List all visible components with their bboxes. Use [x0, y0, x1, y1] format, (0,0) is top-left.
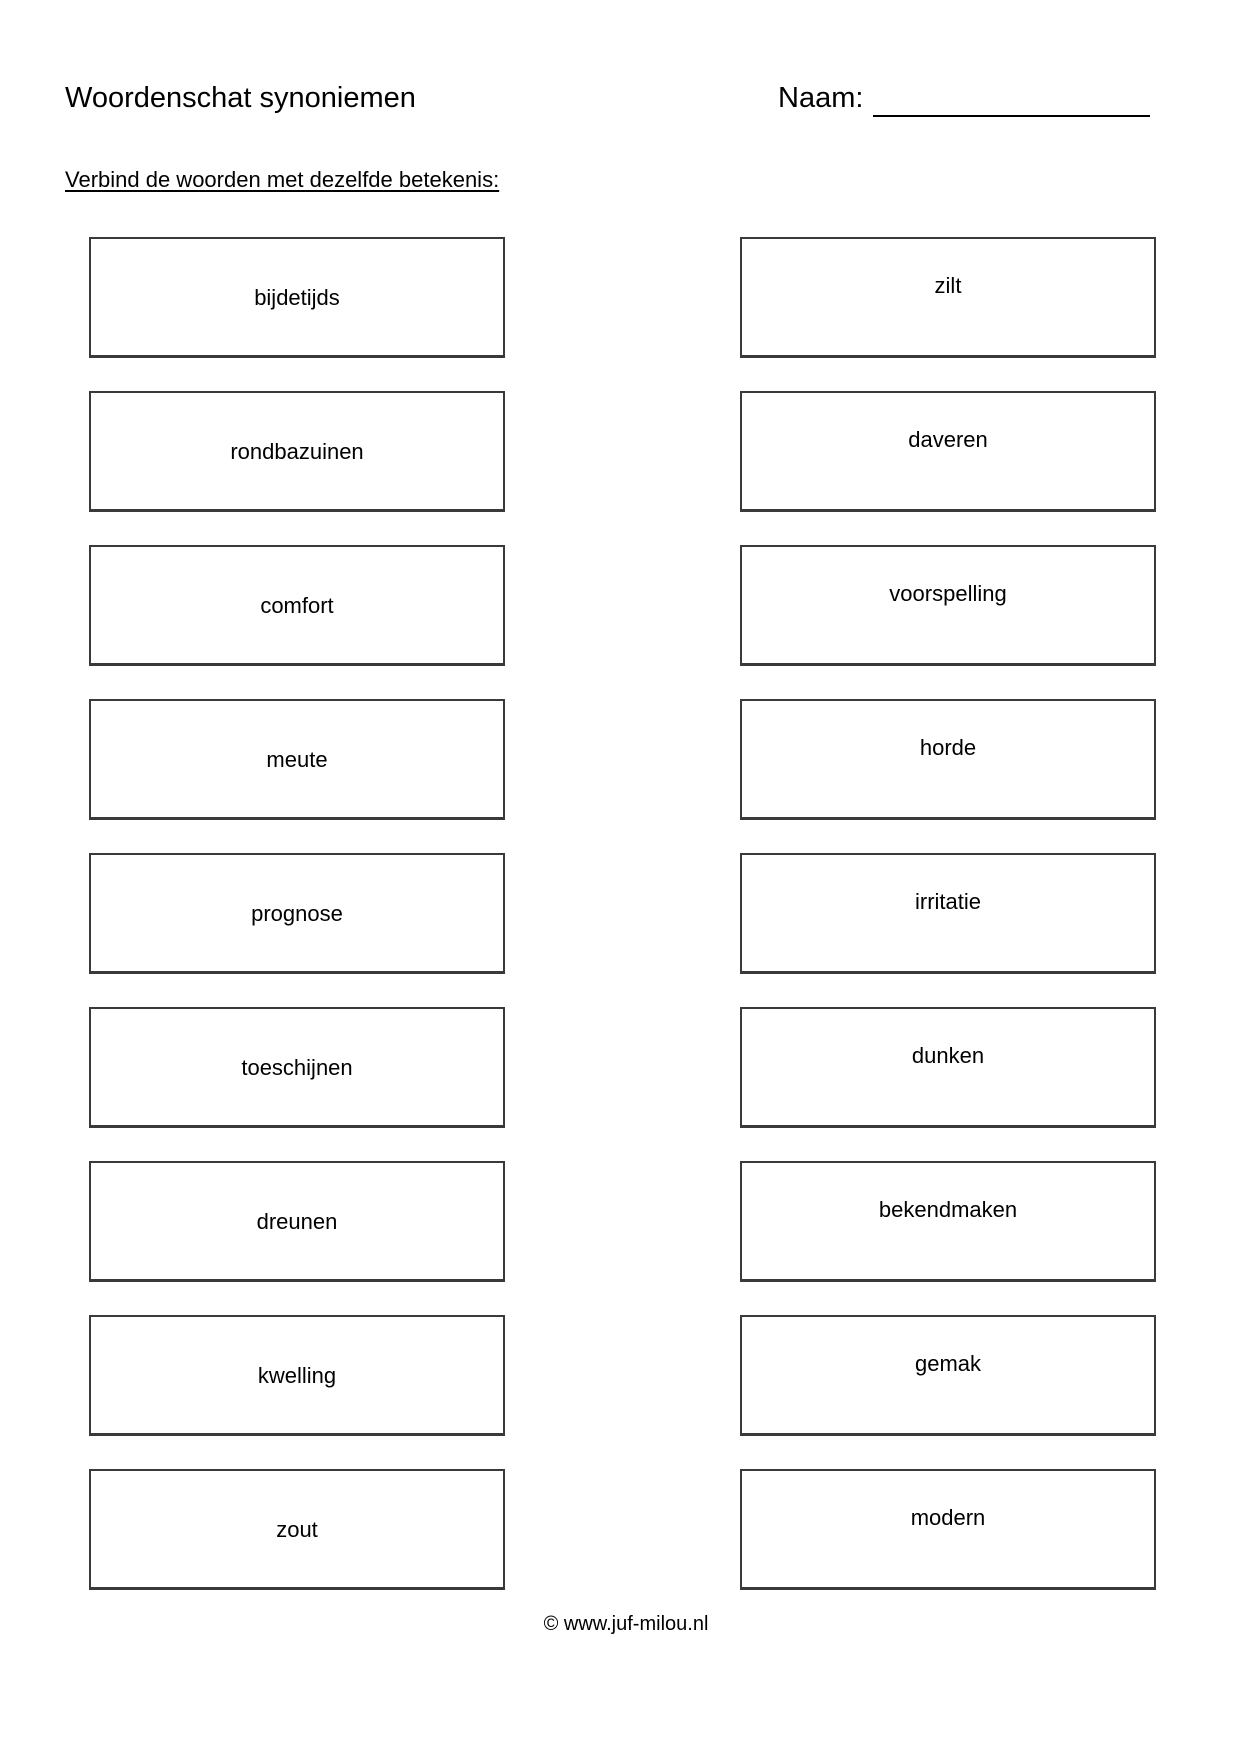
word-box-left[interactable] [89, 237, 505, 358]
word-box-left[interactable] [89, 391, 505, 512]
word-label: irritatie [914, 889, 981, 914]
word-label: modern [910, 1505, 986, 1530]
word-box-left[interactable] [89, 853, 505, 974]
word-label: kwelling [257, 1363, 337, 1388]
word-label: toeschijnen [241, 1055, 353, 1080]
word-box-right[interactable] [740, 545, 1156, 666]
word-label: meute [266, 747, 328, 772]
word-label: dreunen [256, 1209, 338, 1234]
word-box-right[interactable] [740, 1161, 1156, 1282]
word-box-left[interactable] [89, 1469, 505, 1590]
word-label: gemak [914, 1351, 982, 1376]
word-box-right[interactable] [740, 699, 1156, 820]
word-label: daveren [908, 427, 988, 452]
word-box-right[interactable] [740, 853, 1156, 974]
word-label: horde [919, 735, 977, 760]
word-box-left[interactable] [89, 1161, 505, 1282]
name-write-line[interactable] [873, 115, 1150, 117]
word-box-right[interactable] [740, 237, 1156, 358]
footer [0, 1612, 1240, 1636]
word-box-left[interactable] [89, 1315, 505, 1436]
word-label: rondbazuinen [230, 439, 364, 464]
word-box-right[interactable] [740, 1469, 1156, 1590]
word-label: comfort [260, 593, 334, 618]
word-label: bekendmaken [878, 1197, 1018, 1222]
word-box-right[interactable] [740, 391, 1156, 512]
word-box-left[interactable] [89, 699, 505, 820]
word-box-right[interactable] [740, 1315, 1156, 1436]
word-label: prognose [251, 901, 343, 926]
word-label: dunken [911, 1043, 985, 1068]
word-label: voorspelling [889, 581, 1007, 606]
word-box-right[interactable] [740, 1007, 1156, 1128]
word-label: zout [276, 1517, 318, 1542]
word-box-left[interactable] [89, 1007, 505, 1128]
word-label: zilt [934, 273, 962, 298]
worksheet-title: Woordenschat synoniemen [65, 82, 416, 114]
name-label: Naam: [778, 82, 864, 114]
word-label: bijdetijds [254, 285, 340, 310]
instruction-text: Verbind de woorden met dezelfde betekenis: [65, 167, 500, 192]
word-box-left[interactable] [89, 545, 505, 666]
copyright-text: © www.juf-milou.nl [543, 1613, 709, 1635]
